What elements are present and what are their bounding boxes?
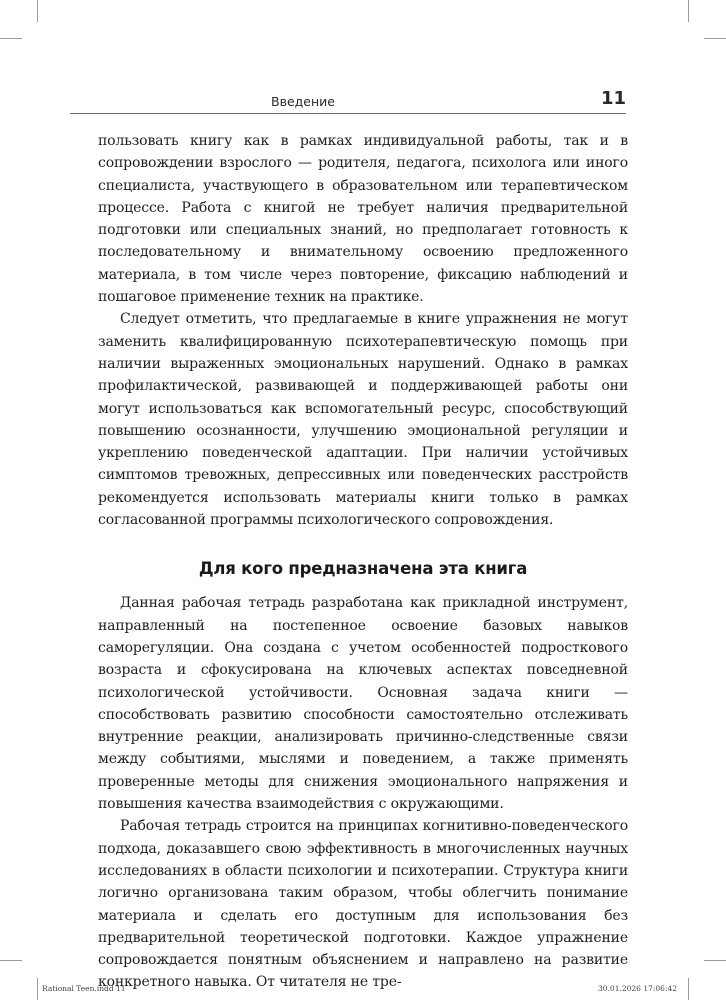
crop-mark-right-bottom (704, 960, 726, 961)
page-body (98, 130, 628, 994)
paragraph-1: пользовать книгу как в рамках индивидуальной работы, так и в сопровождении взрослого — родителя, педагога, психолога или иного специалиста, участвующего в образовательном или терапевтическом процессе. Работа с книгой не требует наличия предварительной подготовки или специальных знаний, но предполагает готовность к последовательному и внимательному освоению предложенного материала, в том числе через повторение, фиксацию наблюдений и пошаговое применение техник на практике. (98, 133, 628, 306)
section-heading: Для кого предназначена эта книга (198, 559, 528, 579)
header-section-title: Введение (271, 94, 335, 109)
page-number: 11 (600, 88, 626, 109)
crop-mark-top-left (37, 0, 38, 22)
header-rule (70, 113, 626, 114)
paragraph-3: Данная рабочая тетрадь разработана как прикладной инструмент, направленный на постепенное освоение базовых навыков саморегуляции. Она создана с учетом особенностей подросткового возраста и сфокусирована на ключевых аспектах повседневной психологической устойчивости. Основная задача книги — способствовать развитию способности самостоятельно отслеживать внутренние реакции, анализировать причинно-следственные связи между событиями, мыслями и поведением, а также применять проверенные методы для снижения эмоционального напряжения и повышения качества взаимодействия с окружающими. (98, 595, 628, 813)
running-header (70, 88, 626, 118)
crop-mark-bottom-right (688, 978, 689, 1000)
crop-mark-bottom-left (37, 978, 38, 1000)
crop-mark-top-right (688, 0, 689, 22)
crop-mark-right-top (704, 38, 726, 39)
slug-date-info: 30.01.2026 17:06:42 (598, 984, 678, 993)
paragraph-4: Рабочая тетрадь строится на принципах когнитивно-поведенческого подхода, доказавшего свою эффективность в многочисленных научных исследованиях в области психологии и психотерапии. Структура книги логично организована таким образом, чтобы облегчить понимание материала и сделать его доступным для использования без предварительной теоретической подготовки. Каждое упражнение сопровождается понятным объяснением и направлено на развитие конкретного навыка. От читателя не тре- (98, 818, 628, 991)
crop-mark-left-top (0, 38, 22, 39)
crop-mark-left-bottom (0, 960, 22, 961)
paragraph-2: Следует отметить, что предлагаемые в книге упражнения не могут заменить квалифицированную психотерапевтическую помощь при наличии выраженных эмоциональных нарушений. Однако в рамках профилактической, развивающей и поддерживающей работы они могут использоваться как вспомогательный ресурс, способствующий повышению осознанности, улучшению эмоциональной регуляции и укреплению поведенческой адаптации. При наличии устойчивых симптомов тревожных, депрессивных или поведенческих расстройств рекомендуется использовать материалы книги только в рамках согласованной программы психологического сопровождения. (98, 311, 628, 529)
slug-file-info: Rational Teen.indd 11 (42, 984, 126, 993)
